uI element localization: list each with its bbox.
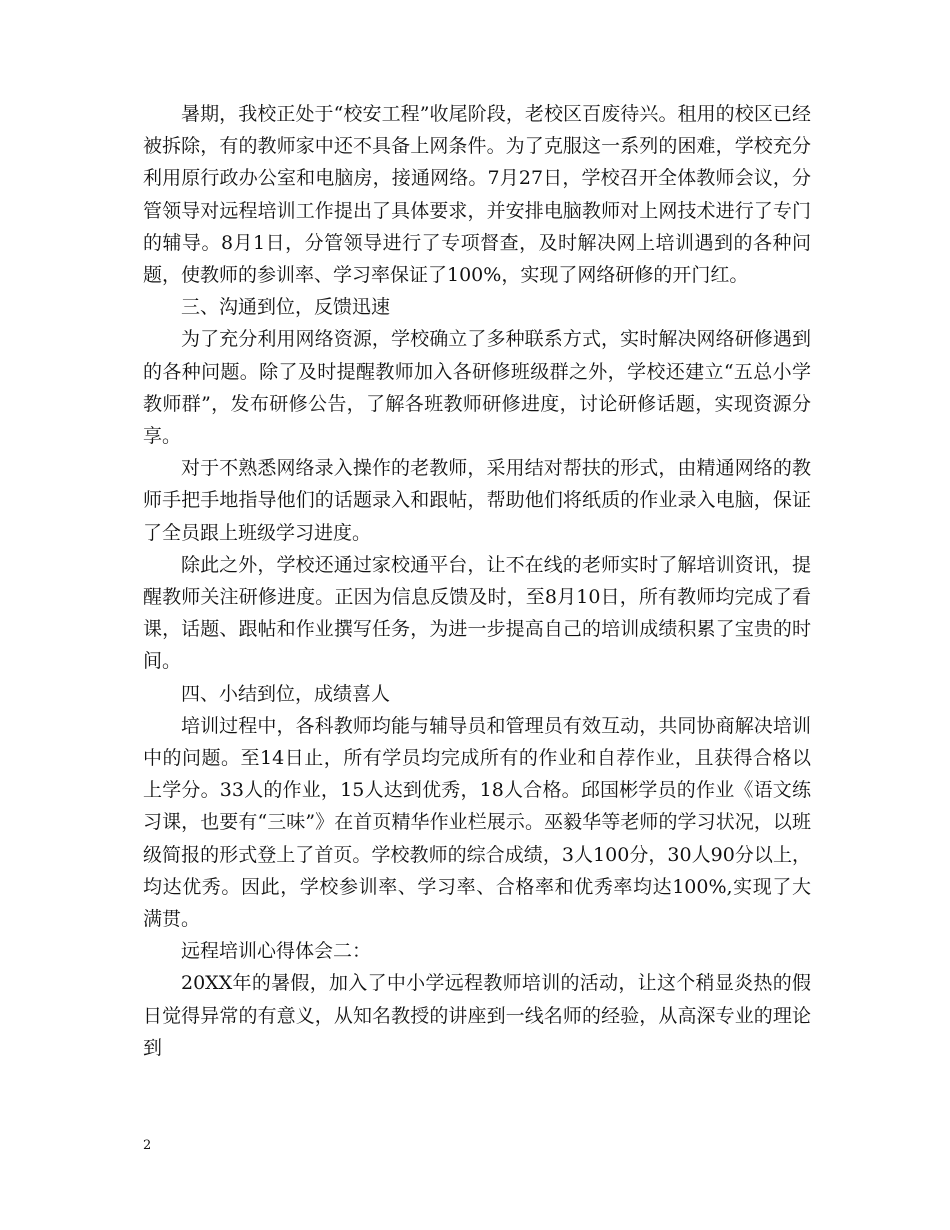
section-heading-summary: 四、小结到位，成绩喜人 (181, 682, 391, 705)
paragraph-summer-training: 20XX年的暑假，加入了中小学远程教师培训的活动，让这个稍显炎热的假日觉得异常的有意义，从知名教授的讲座到一线名师的经验，从高深专业的理论到 (143, 972, 811, 1059)
section-heading-experience-two: 远程培训心得体会二： (181, 940, 372, 963)
document-body (143, 98, 811, 1064)
paragraph-feedback: 除此之外，学校还通过家校通平台，让不在线的老师实时了解培训资讯，提醒教师关注研修进度。正因为信息反馈及时，至8月10日，所有教师均完成了看课，话题、跟帖和作业撰写任务，为进一步提高自己的培训成绩积累了宝贵的时间。 (143, 553, 811, 673)
page-number: 2 (143, 1138, 152, 1153)
paragraph-network-setup: 暑期，我校正处于“校安工程”收尾阶段，老校区百废待兴。租用的校区已经被拆除，有的教师家中还不具备上网条件。为了克服这一系列的困难，学校充分利用原行政办公室和电脑房，接通网络。7月27日，学校召开全体教师会议，分管领导对远程培训工作提出了具体要求，并安排电脑教师对上网技术进行了专门的辅导。8月1日，分管领导进行了专项督查，及时解决网上培训遇到的各种问题，使教师的参训率、学习率保证了100%，实现了网络研修的开门红。 (143, 103, 811, 287)
paragraph-peer-support: 对于不熟悉网络录入操作的老教师，采用结对帮扶的形式，由精通网络的教师手把手地指导他们的话题录入和跟帖，帮助他们将纸质的作业录入电脑，保证了全员跟上班级学习进度。 (143, 457, 811, 544)
paragraph-contact-methods: 为了充分利用网络资源，学校确立了多种联系方式，实时解决网络研修遇到的各种问题。除了及时提醒教师加入各研修班级群之外，学校还建立“五总小学教师群”，发布研修公告，了解各班教师研修进度，讨论研修话题，实现资源分享。 (143, 328, 811, 448)
section-heading-communication: 三、沟通到位，反馈迅速 (181, 296, 391, 319)
paragraph-results: 培训过程中，各科教师均能与辅导员和管理员有效互动，共同协商解决培训中的问题。至14日止，所有学员均完成所有的作业和自荐作业，且获得合格以上学分。33人的作业，15人达到优秀，18人合格。邱国彬学员的作业《语文练习课，也要有“三味”》在首页精华作业栏展示。巫毅华等老师的学习状况，以班级简报的形式登上了首页。学校教师的综合成绩，3人100分，30人90分以上，均达优秀。因此，学校参训率、学习率、合格率和优秀率均达100%,实现了大满贯。 (143, 714, 811, 931)
